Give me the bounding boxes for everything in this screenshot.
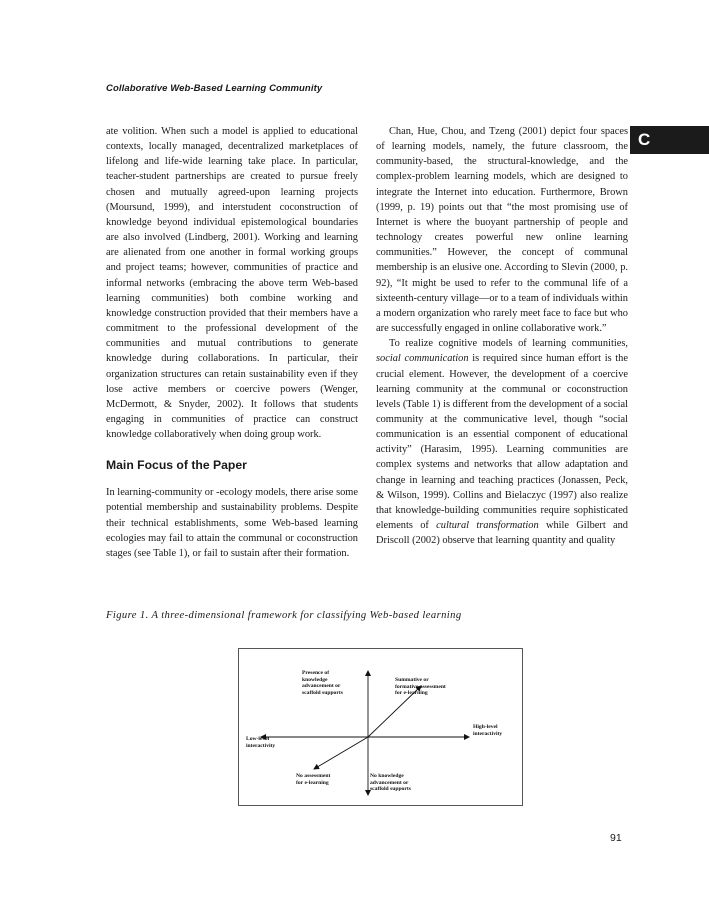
label-knowledge-advancement-presence: Presence of knowledge advancement or scaffold supports xyxy=(302,670,343,696)
emphasis-social-communication: social communication xyxy=(376,353,469,365)
paragraph-text: is required since human effort is the crucial element. However, the development of a coercive learning community at the communal or coconstruction levels (Table 1) is different from the development of a social community at the communicative level, though “social communication is an essential component of educational activity” (Harasim, 1995). Learning communities are complex systems and networks that allow adaptation and change in learning and teaching practices (Jonassen, Peck, & Wilson, 1999). Collins and Bielaczyc (1997) also realize that knowledge-building communities require sophisticated elements of xyxy=(376,353,628,532)
left-column xyxy=(106,124,358,561)
label-high-level-interactivity: High-level interactivity xyxy=(473,724,503,737)
figure-caption: Figure 1. A three-dimensional framework for classifying Web-based learning xyxy=(106,610,462,621)
body-paragraph: ate volition. When such a model is applied to educational contexts, locally managed, decentralized marketplaces of lifelong and life-wide learning take place. In particular, teacher-student partnerships are created to pursue freely chosen and mutually agreed-upon learning projects (Moursund, 1999), and interstudent coconstruction of knowledge beyond individual epistemological boundaries are also involved (Lindberg, 2001). Working and learning are alienated from one another in formal working groups and project teams; however, communities of practice and informal networks (embracing the above term Web-based learning communities) both combine working and knowledge construction provided that their members have a commitment to the professional development of the communities and mutual contributions to generate knowledge during collaborations. In particular, their organization structures can retain sustainability even if they lose active members or coercive powers (Wenger, McDermott, & Snyder, 2002). It follows that students engaging in communities of practice can construct knowledge collaboratively when doing group work. xyxy=(106,126,358,441)
paragraph-text: while Gilbert and Driscoll (2002) observe that learning quantity and quality xyxy=(376,520,629,547)
body-paragraph: Chan, Hue, Chou, and Tzeng (2001) depict four spaces of learning models, namely, the future classroom, the community-based, the structural-knowledge, and the complex-problem learning models, which are designed to integrate the Internet into education. Furthermore, Brown (1999, p. 19) points out that “the most promising use of Internet is where the buoyant partnership of people and technology creates powerful new online learning communities.” However, the concept of communal membership is an elusive one. According to Slevin (2000, p. 92), “It might be used to refer to the communal life of a sixteenth-century village—or to a team of individuals within a modern organization who rarely meet face to face but who are successfully engaged in online collaborative work.” xyxy=(376,126,628,335)
emphasis-cultural-transformation: cultural transformation xyxy=(436,520,539,532)
diagonal-axis-lower-left xyxy=(314,737,368,769)
section-heading: Main Focus of the Paper xyxy=(106,458,247,473)
figure-framework-diagram xyxy=(238,648,523,806)
running-head: Collaborative Web-Based Learning Community xyxy=(106,83,323,94)
section-tab-marker: C xyxy=(630,126,709,154)
page-number: 91 xyxy=(610,832,622,844)
paragraph-text: To realize cognitive models of learning communities, xyxy=(389,338,628,350)
body-paragraph xyxy=(376,336,628,548)
label-no-knowledge-advancement: No knowledge advancement or scaffold supports xyxy=(370,773,411,793)
label-low-level-interactivity: Low-level interactivity xyxy=(246,736,276,749)
body-paragraph: In learning-community or -ecology models, there arise some potential membership and sustainability problems. Despite their technical establishments, some Web-based learning ecologies may fail to attain the communal or coconstruction stages (see Table 1), or fail to sustain after their formation. xyxy=(106,487,358,559)
label-assessment-summative-formative: Summative or formative assessment for e-learning xyxy=(395,677,446,697)
right-column xyxy=(376,124,628,548)
label-no-assessment: No assessment for e-learning xyxy=(296,773,331,786)
